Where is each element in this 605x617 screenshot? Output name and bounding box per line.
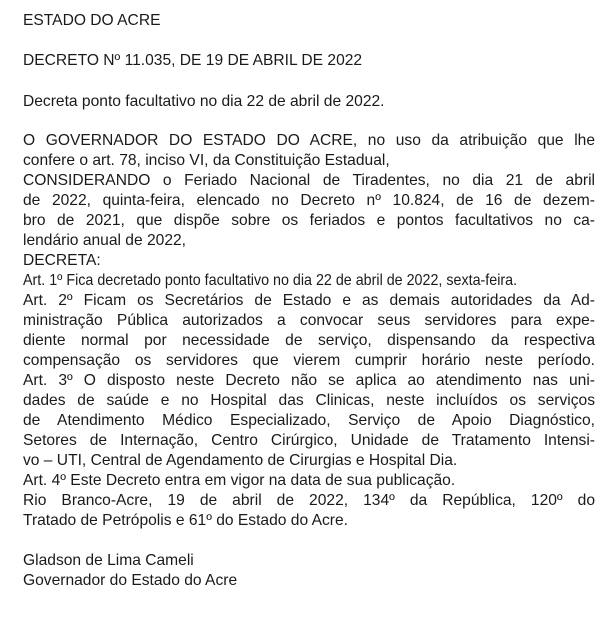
article-2-line: diente normal por necessidade de serviço, dispensando da respectiva — [23, 332, 595, 349]
closing-line: Rio Branco-Acre, 19 de abril de 2022, 134º da República, 120º do — [23, 492, 595, 509]
article-2-line: Art. 2º Ficam os Secretários de Estado e as demais autoridades da Ad- — [23, 292, 595, 309]
preamble-line: confere o art. 78, inciso VI, da Constituição Estadual, — [23, 152, 390, 169]
article-4: Art. 4º Este Decreto entra em vigor na data de sua publicação. — [23, 472, 456, 489]
article-3-line: Art. 3º O disposto neste Decreto não se aplica ao atendimento nas uni- — [23, 372, 595, 389]
article-1 — [23, 272, 562, 290]
article-1-text: Art. 1º Fica decretado ponto facultativo no dia 22 de abril de 2022, sexta-feira. — [23, 272, 518, 289]
state-header: ESTADO DO ACRE — [23, 12, 161, 29]
article-3-line: Setores de Internação, Centro Cirúrgico, Unidade de Tratamento Intensi- — [23, 432, 595, 449]
decree-summary: Decreta ponto facultativo no dia 22 de abril de 2022. — [23, 93, 385, 110]
closing-line: Tratado de Petrópolis e 61º do Estado do Acre. — [23, 512, 348, 529]
decree-title: DECRETO Nº 11.035, DE 19 DE ABRIL DE 2022 — [23, 52, 363, 69]
signatory-role: Governador do Estado do Acre — [23, 572, 238, 589]
article-3-line: vo – UTI, Central de Agendamento de Cirurgias e Hospital Dia. — [23, 452, 458, 469]
preamble-line: bro de 2021, que dispõe sobre os feriados e pontos facultativos no ca- — [23, 212, 595, 229]
preamble-line: lendário anual de 2022, — [23, 232, 187, 249]
decreta-heading: DECRETA: — [23, 252, 101, 269]
article-3-line: dades de saúde e no Hospital das Clinicas, neste incluídos os serviços — [23, 392, 595, 409]
article-2-line: compensação os servidores que vierem cumprir horário neste período. — [23, 352, 595, 369]
signatory-name: Gladson de Lima Cameli — [23, 552, 194, 569]
preamble-line: CONSIDERANDO o Feriado Nacional de Tiradentes, no dia 21 de abril — [23, 172, 595, 189]
article-3-line: de Atendimento Médico Especializado, Serviço de Apoio Diagnóstico, — [23, 412, 595, 429]
preamble-line: de 2022, quinta-feira, elencado no Decreto nº 10.824, de 16 de dezem- — [23, 192, 595, 209]
preamble-line: O GOVERNADOR DO ESTADO DO ACRE, no uso da atribuição que lhe — [23, 132, 595, 149]
article-2-line: ministração Pública autorizados a convocar seus servidores para expe- — [23, 312, 595, 329]
